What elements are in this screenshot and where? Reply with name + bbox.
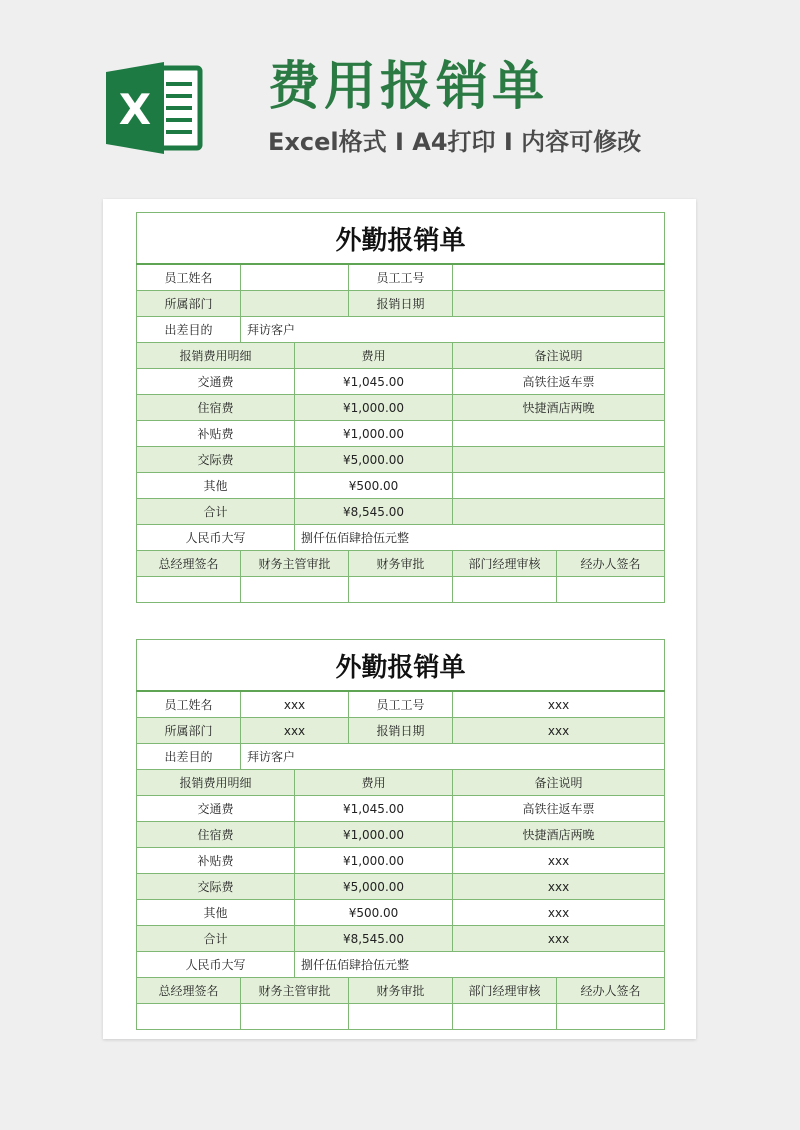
signature-box[interactable] <box>241 1004 349 1030</box>
col-header-item: 报销费用明细 <box>137 343 295 369</box>
signature-label-dept-manager: 部门经理审核 <box>453 551 557 577</box>
department-label: 所属部门 <box>137 718 241 744</box>
col-header-item: 报销费用明细 <box>137 770 295 796</box>
signature-box[interactable] <box>137 577 241 603</box>
expense-name: 补贴费 <box>137 421 295 447</box>
expense-row <box>137 822 665 848</box>
total-row <box>137 499 665 525</box>
expense-row <box>137 369 665 395</box>
signature-box[interactable] <box>557 577 665 603</box>
excel-logo-icon <box>104 58 204 158</box>
form-title: 外勤报销单 <box>137 213 665 265</box>
total-note[interactable] <box>453 499 665 525</box>
employee-name-field[interactable] <box>241 264 349 291</box>
total-note[interactable]: xxx <box>453 926 665 952</box>
signature-box[interactable] <box>137 1004 241 1030</box>
signature-label-finance: 财务审批 <box>349 978 453 1004</box>
expense-amount[interactable]: ¥1,000.00 <box>295 395 453 421</box>
total-label: 合计 <box>137 926 295 952</box>
signature-label-handler: 经办人签名 <box>557 551 665 577</box>
expense-row <box>137 395 665 421</box>
signature-label-handler: 经办人签名 <box>557 978 665 1004</box>
signature-box[interactable] <box>349 1004 453 1030</box>
reimbursement-form-2 <box>136 639 664 1030</box>
employee-id-field[interactable] <box>453 264 665 291</box>
signature-label-general-manager: 总经理签名 <box>137 978 241 1004</box>
expense-row <box>137 421 665 447</box>
date-field[interactable] <box>453 291 665 317</box>
page-subtitle: Excel格式 I A4打印 I 内容可修改 <box>268 128 642 156</box>
expense-amount[interactable]: ¥1,045.00 <box>295 796 453 822</box>
col-header-amount: 费用 <box>295 343 453 369</box>
purpose-field[interactable]: 拜访客户 <box>241 317 665 343</box>
rmb-uppercase-value[interactable]: 捌仟伍佰肆拾伍元整 <box>295 952 665 978</box>
expense-note[interactable]: 高铁往返车票 <box>453 369 665 395</box>
signature-label-finance: 财务审批 <box>349 551 453 577</box>
form-table <box>136 212 665 603</box>
expense-name: 其他 <box>137 473 295 499</box>
rmb-uppercase-label: 人民币大写 <box>137 952 295 978</box>
expense-name: 住宿费 <box>137 822 295 848</box>
expense-note[interactable]: xxx <box>453 874 665 900</box>
expense-amount[interactable]: ¥1,000.00 <box>295 421 453 447</box>
signature-box[interactable] <box>241 577 349 603</box>
expense-name: 交际费 <box>137 874 295 900</box>
expense-amount[interactable]: ¥5,000.00 <box>295 874 453 900</box>
expense-note[interactable]: 快捷酒店两晚 <box>453 395 665 421</box>
signature-label-general-manager: 总经理签名 <box>137 551 241 577</box>
expense-note[interactable]: xxx <box>453 848 665 874</box>
date-label: 报销日期 <box>349 718 453 744</box>
signature-label-finance-supervisor: 财务主管审批 <box>241 551 349 577</box>
expense-row <box>137 447 665 473</box>
page-header <box>0 0 800 190</box>
col-header-amount: 费用 <box>295 770 453 796</box>
employee-id-field[interactable]: xxx <box>453 691 665 718</box>
signature-label-finance-supervisor: 财务主管审批 <box>241 978 349 1004</box>
signature-label-dept-manager: 部门经理审核 <box>453 978 557 1004</box>
total-amount[interactable]: ¥8,545.00 <box>295 499 453 525</box>
form-title: 外勤报销单 <box>137 640 665 692</box>
expense-note[interactable]: 高铁往返车票 <box>453 796 665 822</box>
expense-row <box>137 473 665 499</box>
purpose-label: 出差目的 <box>137 317 241 343</box>
date-field[interactable]: xxx <box>453 718 665 744</box>
expense-name: 交际费 <box>137 447 295 473</box>
department-label: 所属部门 <box>137 291 241 317</box>
expense-row <box>137 874 665 900</box>
rmb-uppercase-value[interactable]: 捌仟伍佰肆拾伍元整 <box>295 525 665 551</box>
employee-name-field[interactable]: xxx <box>241 691 349 718</box>
signature-box[interactable] <box>349 577 453 603</box>
employee-name-label: 员工姓名 <box>137 691 241 718</box>
department-field[interactable]: xxx <box>241 718 349 744</box>
reimbursement-form-1 <box>136 212 664 603</box>
signature-box[interactable] <box>453 577 557 603</box>
purpose-field[interactable]: 拜访客户 <box>241 744 665 770</box>
expense-note[interactable]: xxx <box>453 900 665 926</box>
form-table <box>136 639 665 1030</box>
rmb-uppercase-label: 人民币大写 <box>137 525 295 551</box>
expense-amount[interactable]: ¥1,000.00 <box>295 822 453 848</box>
expense-amount[interactable]: ¥1,000.00 <box>295 848 453 874</box>
purpose-label: 出差目的 <box>137 744 241 770</box>
total-amount[interactable]: ¥8,545.00 <box>295 926 453 952</box>
expense-note[interactable] <box>453 447 665 473</box>
expense-name: 交通费 <box>137 796 295 822</box>
employee-id-label: 员工工号 <box>349 691 453 718</box>
expense-note[interactable]: 快捷酒店两晚 <box>453 822 665 848</box>
page-title: 费用报销单 <box>268 57 549 117</box>
logo-letter: X <box>118 85 152 134</box>
expense-row <box>137 900 665 926</box>
expense-name: 交通费 <box>137 369 295 395</box>
total-row <box>137 926 665 952</box>
expense-note[interactable] <box>453 421 665 447</box>
employee-id-label: 员工工号 <box>349 264 453 291</box>
expense-amount[interactable]: ¥5,000.00 <box>295 447 453 473</box>
total-label: 合计 <box>137 499 295 525</box>
employee-name-label: 员工姓名 <box>137 264 241 291</box>
expense-name: 其他 <box>137 900 295 926</box>
expense-note[interactable] <box>453 473 665 499</box>
department-field[interactable] <box>241 291 349 317</box>
a4-sheet <box>103 199 696 1039</box>
expense-row <box>137 848 665 874</box>
signature-box[interactable] <box>557 1004 665 1030</box>
expense-amount[interactable]: ¥1,045.00 <box>295 369 453 395</box>
expense-row <box>137 796 665 822</box>
signature-box[interactable] <box>453 1004 557 1030</box>
expense-amount[interactable]: ¥500.00 <box>295 900 453 926</box>
expense-amount[interactable]: ¥500.00 <box>295 473 453 499</box>
date-label: 报销日期 <box>349 291 453 317</box>
col-header-note: 备注说明 <box>453 770 665 796</box>
col-header-note: 备注说明 <box>453 343 665 369</box>
expense-name: 补贴费 <box>137 848 295 874</box>
expense-name: 住宿费 <box>137 395 295 421</box>
